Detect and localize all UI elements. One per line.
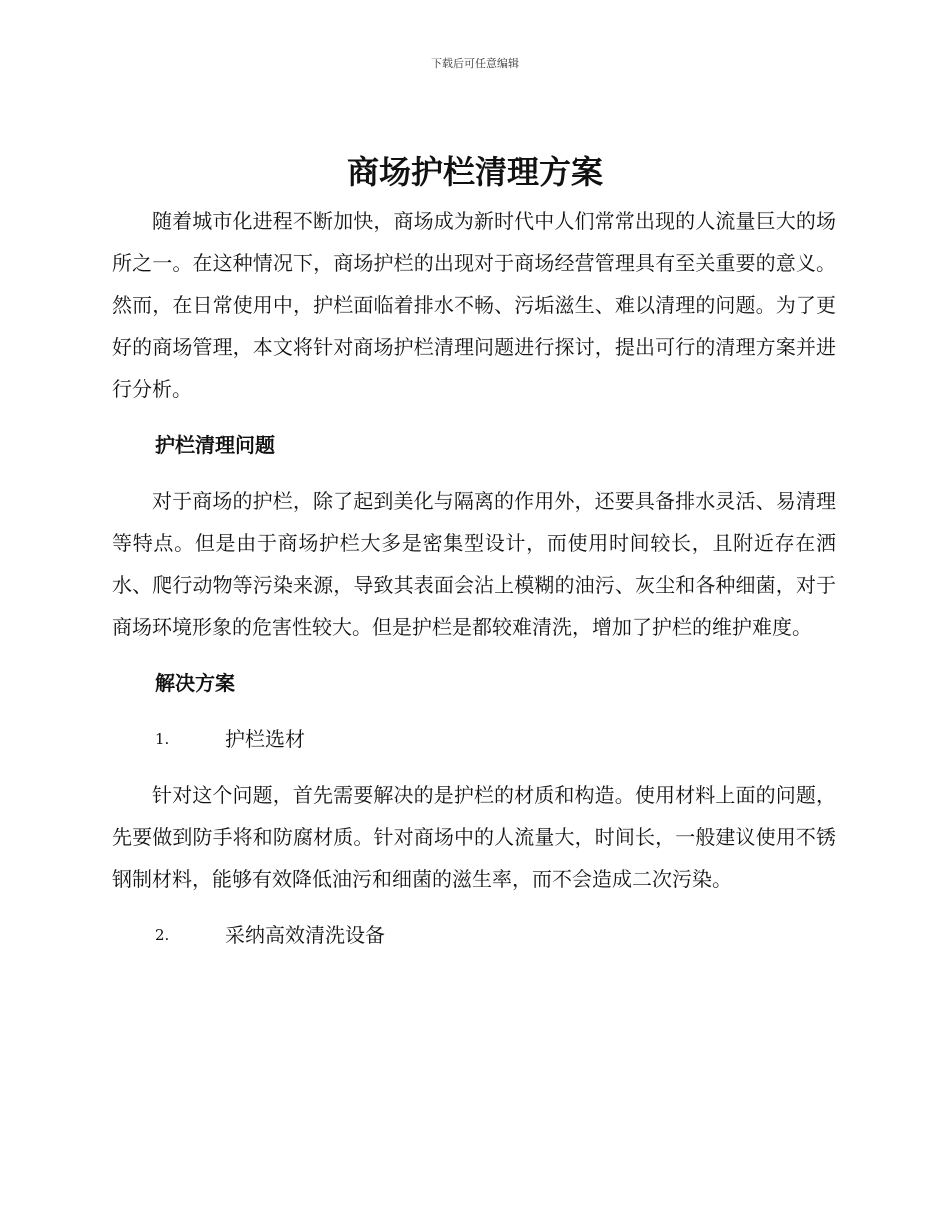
problem-paragraph: 对于商场的护栏，除了起到美化与隔离的作用外，还要具备排水灵活、易清理等特点。但是由于商场护栏大多是密集型设计，而使用时间较长，且附近存在洒水、爬行动物等污染来源，导致其表面会沾上模糊的油污、灰尘和各种细菌，对于商场环境形象的危害性较大。但是护栏是都较难清洗，增加了护栏的维护难度。 — [112, 489, 836, 639]
list-item — [112, 914, 836, 956]
list-label: 护栏选材 — [225, 727, 305, 751]
intro-paragraph: 随着城市化进程不断加快，商场成为新时代中人们常常出现的人流量巨大的场所之一。在这种情况下，商场护栏的出现对于商场经营管理具有至关重要的意义。然而，在日常使用中，护栏面临着排水不畅、污垢滋生、难以清理的问题。为了更好的商场管理，本文将针对商场护栏清理问题进行探讨，提出可行的清理方案并进行分析。 — [112, 209, 836, 401]
section-heading-problem: 护栏清理问题 — [155, 433, 275, 457]
header-note: 下载后可任意编辑 — [431, 57, 519, 70]
list-label: 采纳高效清洗设备 — [225, 923, 385, 947]
material-paragraph: 针对这个问题，首先需要解决的是护栏的材质和构造。使用材料上面的问题，先要做到防手将和防腐材质。针对商场中的人流量大，时间长，一般建议使用不锈钢制材料，能够有效降低油污和细菌的滋生率，而不会造成二次污染。 — [112, 783, 836, 891]
page-title: 商场护栏清理方案 — [346, 153, 603, 191]
list-number: 2. — [155, 926, 170, 944]
list-number: 1. — [155, 730, 170, 748]
section-heading-solution: 解决方案 — [155, 671, 235, 695]
list-item — [112, 718, 836, 760]
document-body — [112, 200, 836, 956]
